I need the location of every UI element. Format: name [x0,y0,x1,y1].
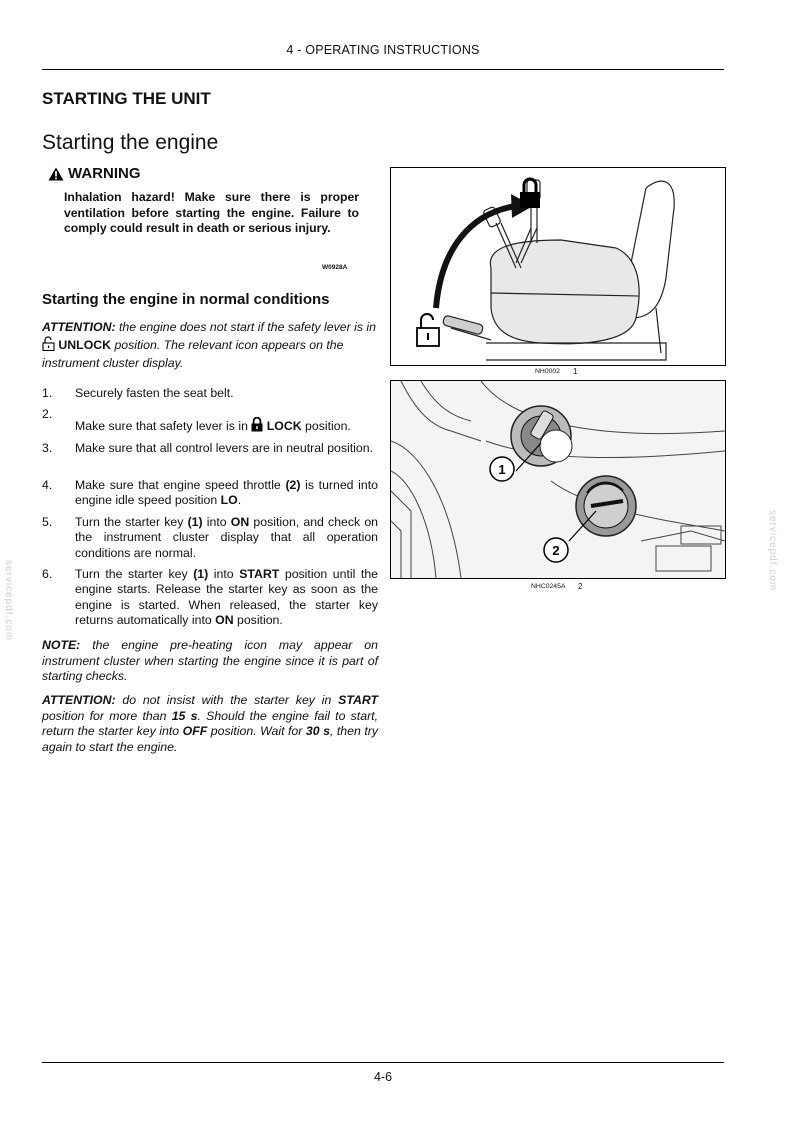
normal-conditions-title: Starting the engine in normal conditions [42,291,330,308]
watermark-right: servicepdf.com [767,510,778,592]
page-number: 4-6 [373,1070,393,1084]
step-text: Make sure that all control levers are in neutral position. [75,441,374,455]
step-text: Make sure that engine speed throttle (2) is turned into engine idle speed position LO. [75,478,378,508]
lock-icon [251,417,263,432]
warning-body: Inhalation hazard! Make sure there is proper ventilation before starting the engine. Failure to comply could result in death or serious injury. [64,190,359,235]
header-rule [42,69,724,70]
attention-label: ATTENTION: [42,693,116,707]
step-number: 2. [42,407,53,421]
step-number: 3. [42,441,53,455]
attention-text: the engine does not start if the safety lever is in [118,320,376,334]
warning-heading [48,165,141,182]
figure-2-caption: NHC0245A [531,583,566,590]
throttle-dial [576,476,636,536]
warning-title: WARNING [68,165,141,182]
footer-rule [42,1062,724,1063]
figure-starter-key [390,380,726,579]
step-text: Turn the starter key (1) into START position until the engine starts. Release the starter key as soon as the engine is started. When released, the starter key returns automatically into ON position. [75,567,379,627]
watermark-left: servicepdf.com [3,560,14,642]
step-number: 6. [42,567,53,581]
attention-paragraph-2: ATTENTION: do not insist with the starter key in START position for more than 15 s. Should the engine fail to start, return the starter key into OFF position. Wait for 30 s, then try again to start the engine. [42,693,379,754]
step-number: 1. [42,386,53,400]
step-number: 5. [42,515,53,529]
callout-2-label: 2 [552,543,560,558]
figure-1-caption: NH0002 [535,368,560,375]
figure-safety-lever [390,167,726,366]
safety-lever-illustration [391,168,725,365]
section-title: STARTING THE UNIT [42,89,211,108]
step-text: Make sure that safety lever is in LOCK position. [75,419,351,433]
subsection-title: Starting the engine [42,131,219,154]
note-paragraph [42,638,378,685]
starter-key-illustration [391,381,725,578]
lock-icon [520,179,540,208]
step-text: Turn the starter key (1) into ON position, and check on the instrument cluster display that all operation conditions are normal. [75,515,379,560]
attention-text: position. The relevant icon appears on the instrument cluster display. [42,338,344,370]
attention-label: ATTENTION: [42,320,116,334]
figure-2-number: 2 [578,582,583,591]
starter-switch [511,406,572,466]
unlock-icon [42,336,55,351]
step-number: 4. [42,478,53,492]
figure-1-number: 1 [573,367,578,376]
warning-triangle-icon [48,167,64,181]
unlock-icon [417,314,439,346]
attention-paragraph-1 [42,318,380,372]
warning-code: W0928A [322,264,348,271]
header-title: 4 - OPERATING INSTRUCTIONS [286,43,480,57]
callout-1-label: 1 [498,462,506,477]
step-text: Securely fasten the seat belt. [75,386,234,400]
unlock-keyword: UNLOCK [58,338,112,352]
note-text: the engine pre-heating icon may appear on instrument cluster when starting the engine since it is part of starting checks. [42,638,378,683]
note-label: NOTE: [42,638,81,652]
